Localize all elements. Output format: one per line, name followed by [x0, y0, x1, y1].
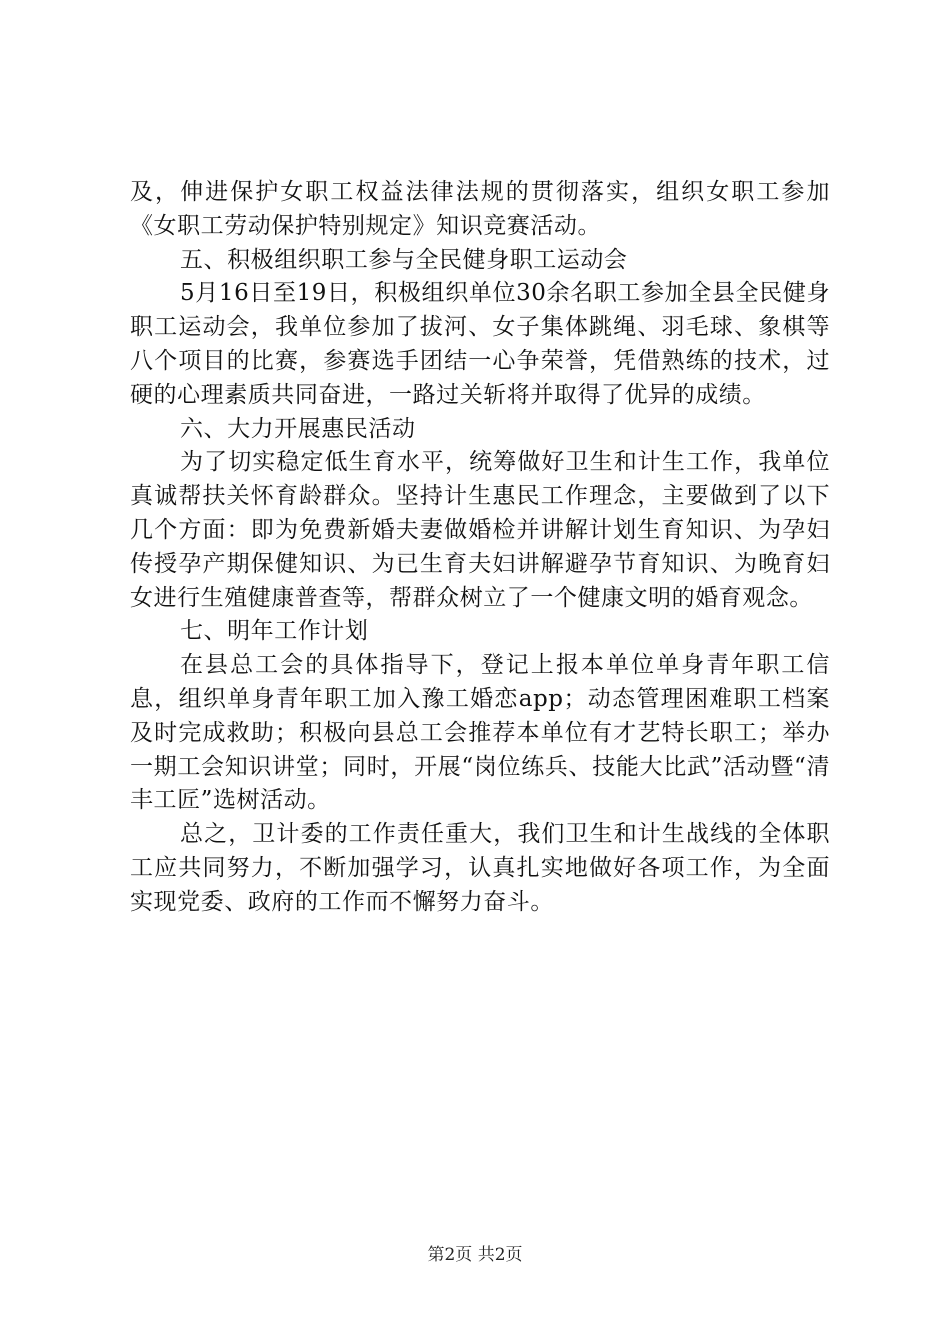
paragraph-sports-meeting: 5月16日至19日，积极组织单位30余名职工参加全县全民健身职工运动会，我单位参加了拔河、女子集体跳绳、羽毛球、象棋等八个项目的比赛，参赛选手团结一心争荣誉，凭借熟练的技术，过硬的心理素质共同奋进，一路过关斩将并取得了优异的成绩。 [130, 280, 830, 408]
paragraph-continuation: 及，伸进保护女职工权益法律法规的贯彻落实，组织女职工参加《女职工劳动保护特别规定》知识竞赛活动。 [130, 179, 830, 239]
document-body [130, 176, 830, 920]
page-number-footer: 第2页 共2页 [427, 1245, 523, 1265]
paragraph-conclusion: 总之，卫计委的工作责任重大，我们卫生和计生战线的全体职工应共同努力，不断加强学习，认真扎实地做好各项工作，为全面实现党委、政府的工作而不懈努力奋斗。 [130, 821, 830, 915]
paragraph-work-plan: 在县总工会的具体指导下，登记上报本单位单身青年职工信息，组织单身青年职工加入豫工婚恋app；动态管理困难职工档案及时完成救助；积极向县总工会推荐本单位有才艺特长职工；举办一期工会知识讲堂；同时，开展“岗位练兵、技能大比武”活动暨“清丰工匠”选树活动。 [130, 652, 830, 814]
section-heading-7: 七、明年工作计划 [180, 618, 369, 645]
section-heading-6: 六、大力开展惠民活动 [180, 415, 416, 442]
section-heading-5: 五、积极组织职工参与全民健身职工运动会 [180, 246, 628, 273]
paragraph-benefit-activities: 为了切实稳定低生育水平，统筹做好卫生和计生工作，我单位真诚帮扶关怀育龄群众。坚持计生惠民工作理念，主要做到了以下几个方面：即为免费新婚夫妻做婚检并讲解计划生育知识、为孕妇传授孕产期保健知识、为已生育夫妇讲解避孕节育知识、为晚育妇女进行生殖健康普查等，帮群众树立了一个健康文明的婚育观念。 [130, 449, 830, 611]
